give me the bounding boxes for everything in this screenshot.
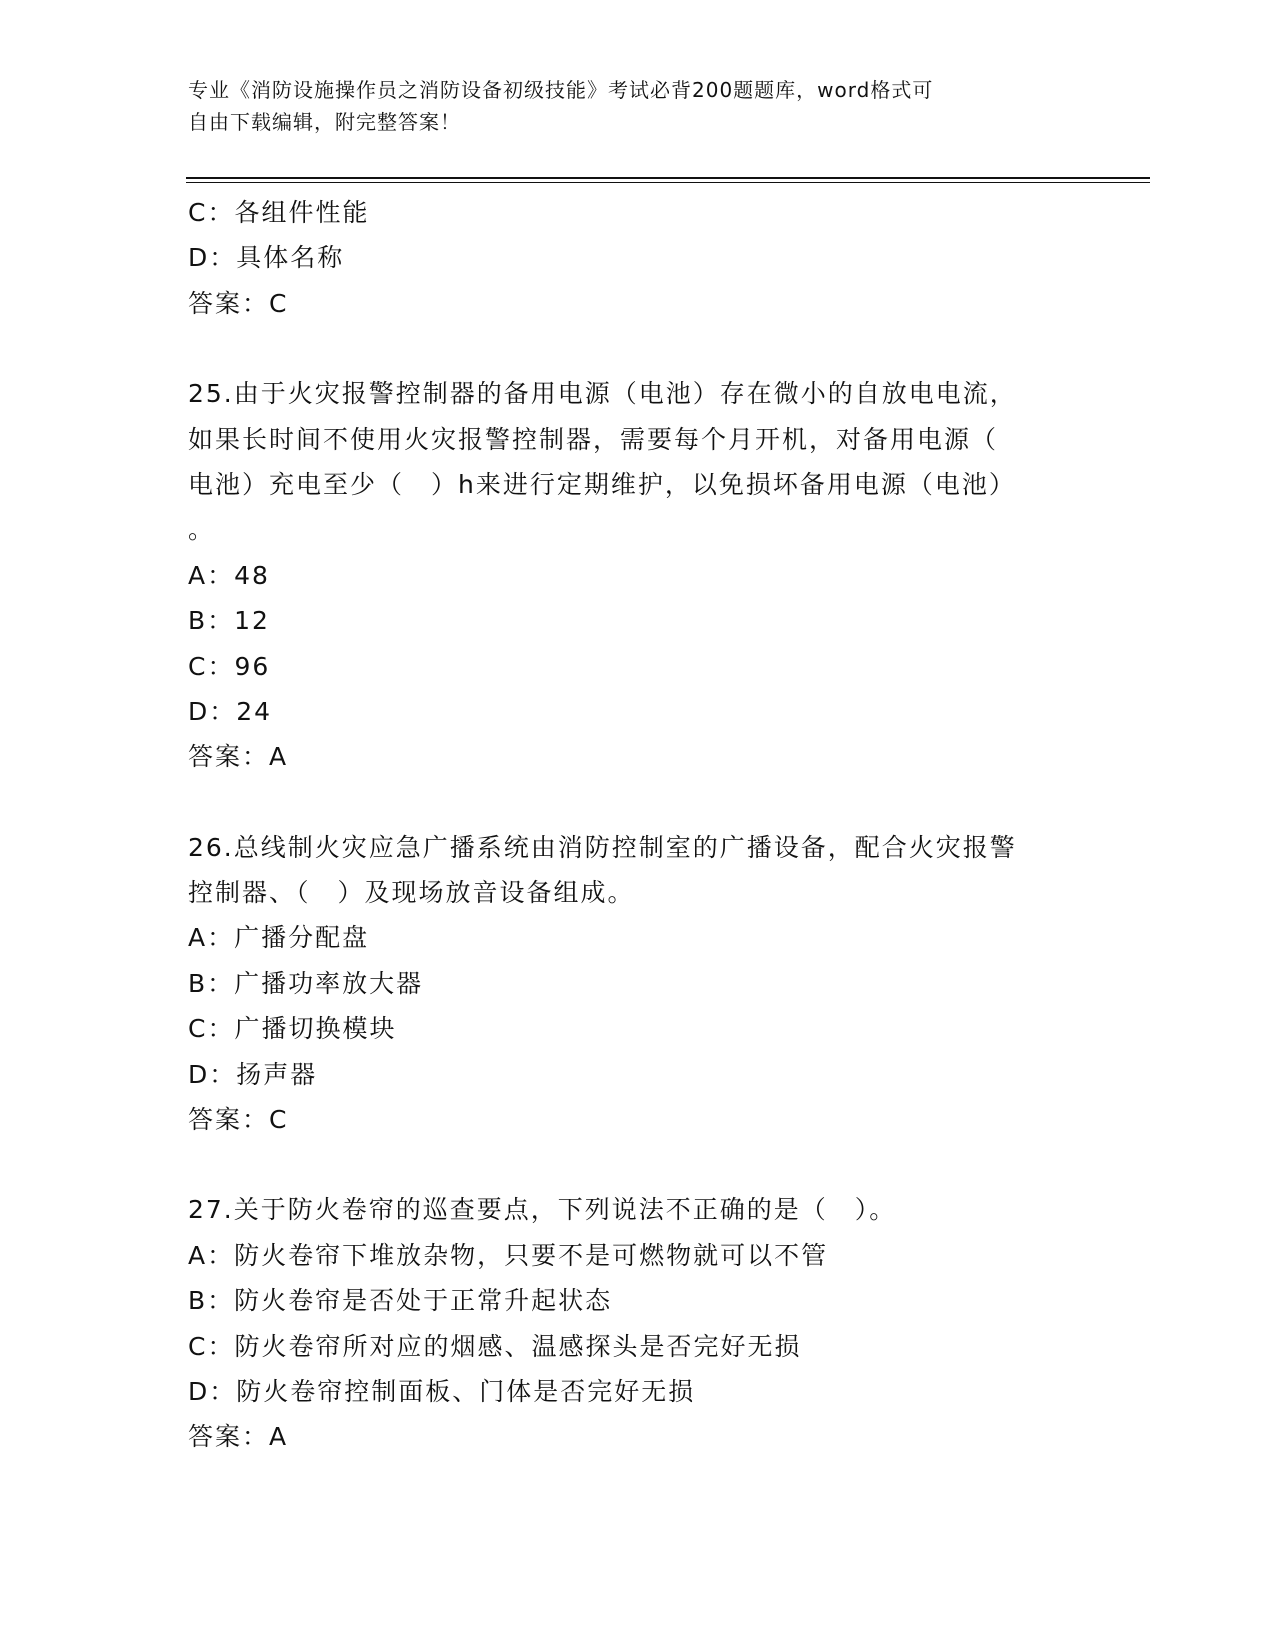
header-line-1: 专业《消防设施操作员之消防设备初级技能》考试必背200题题库，word格式可 — [188, 78, 934, 102]
option-a: A：48 — [188, 560, 270, 590]
header-divider-thin — [186, 182, 1150, 183]
question-list — [188, 190, 1088, 1460]
answer-line: 答案：C — [188, 1105, 289, 1135]
option-c: C：96 — [188, 651, 271, 681]
option-a: A：广播分配盘 — [188, 923, 370, 953]
option-d: D：扬声器 — [188, 1059, 318, 1089]
option-c: C：广播切换模块 — [188, 1014, 397, 1044]
answer-line: 答案：A — [188, 742, 289, 772]
option-d: D：具体名称 — [188, 243, 345, 273]
question-26 — [188, 825, 1088, 1143]
option-b: B：广播功率放大器 — [188, 968, 424, 998]
option-d: D：防火卷帘控制面板、门体是否完好无损 — [188, 1376, 696, 1406]
question-27 — [188, 1187, 1088, 1459]
previous-question-tail — [188, 190, 1088, 326]
question-text-line: 26.总线制火灾应急广播系统由消防控制室的广播设备，配合火灾报警 — [188, 832, 1017, 862]
option-b: B：防火卷帘是否处于正常升起状态 — [188, 1286, 613, 1316]
answer-line: 答案：C — [188, 288, 289, 318]
question-text-line: 。 — [188, 515, 216, 545]
header-line-2: 自由下载编辑，附完整答案！ — [188, 110, 461, 134]
question-text-line: 电池）充电至少（ ）h来进行定期维护，以免损坏备用电源（电池） — [188, 469, 1016, 499]
option-b: B：12 — [188, 606, 270, 636]
question-text-line: 控制器、（ ）及现场放音设备组成。 — [188, 878, 635, 908]
spacer — [188, 780, 1088, 825]
question-text-line: 27.关于防火卷帘的巡查要点，下列说法不正确的是（ ）。 — [188, 1195, 897, 1225]
question-text-line: 25.由于火灾报警控制器的备用电源（电池）存在微小的自放电电流， — [188, 379, 1017, 409]
option-c: C：各组件性能 — [188, 198, 370, 227]
option-d: D：24 — [188, 696, 273, 726]
question-25 — [188, 371, 1088, 780]
header-divider-thick — [186, 177, 1150, 179]
question-text-line: 如果长时间不使用火灾报警控制器，需要每个月开机，对备用电源（ — [188, 424, 999, 454]
page-header — [188, 74, 1088, 138]
option-a: A：防火卷帘下堆放杂物，只要不是可燃物就可以不管 — [188, 1240, 829, 1270]
option-c: C：防火卷帘所对应的烟感、温感探头是否完好无损 — [188, 1331, 802, 1361]
answer-line: 答案：A — [188, 1422, 289, 1452]
spacer — [188, 1142, 1088, 1187]
spacer — [188, 326, 1088, 371]
